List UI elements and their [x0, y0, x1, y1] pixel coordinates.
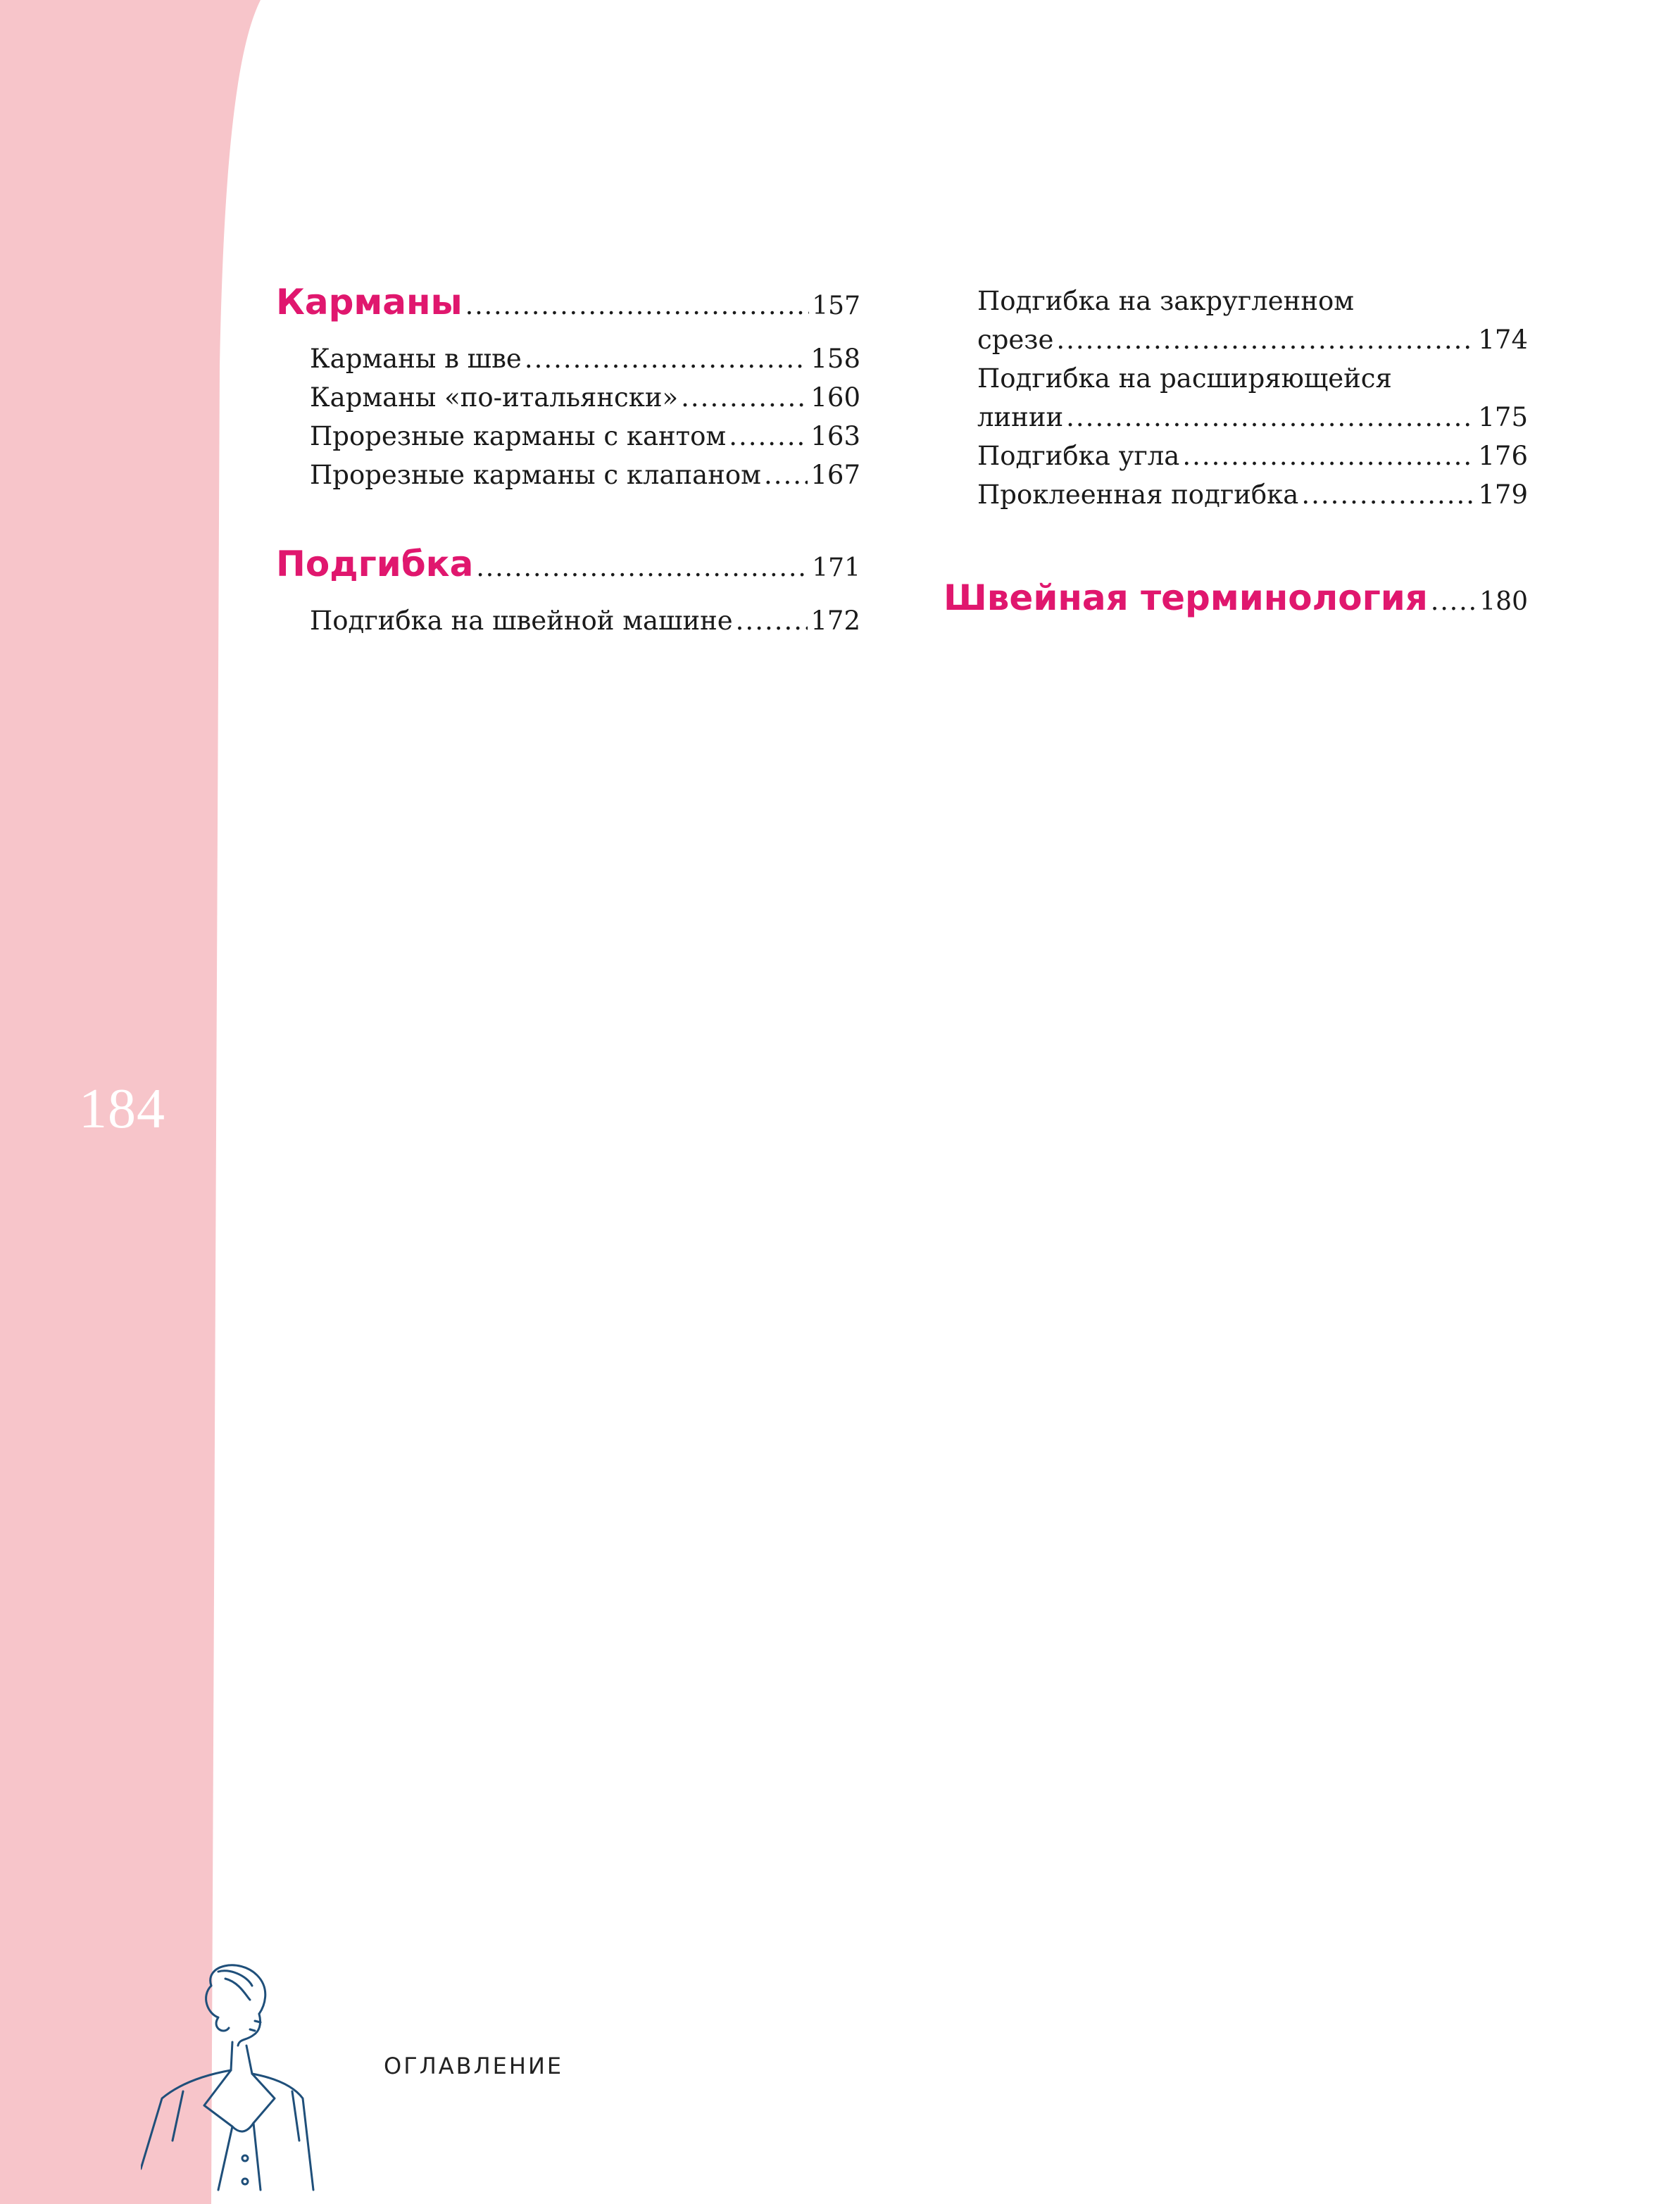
toc-item-title: Прорезные карманы с кантом [310, 421, 727, 451]
toc-column-left [276, 282, 860, 689]
leader-dots [476, 553, 809, 582]
toc-item[interactable] [276, 417, 860, 456]
leader-dots [1056, 320, 1475, 359]
toc-item[interactable] [944, 475, 1528, 514]
toc-heading-title: Подгибка [276, 544, 474, 584]
leader-dots [736, 601, 808, 640]
toc-page-number: 160 [810, 382, 860, 413]
leader-dots [525, 339, 808, 378]
toc-heading-title: Карманы [276, 282, 463, 323]
toc-item[interactable] [276, 339, 860, 378]
toc-page-number: 180 [1479, 587, 1528, 616]
toc-page-number: 163 [810, 421, 860, 451]
toc-heading-title: Швейная терминология [944, 577, 1428, 618]
toc-item[interactable] [276, 378, 860, 417]
toc-item-title: Прорезные карманы с клапаном [310, 460, 761, 490]
toc-page-number: 171 [812, 553, 860, 582]
toc-page-number: 172 [810, 606, 860, 636]
page-number: 184 [79, 1078, 165, 1140]
toc-item-title: Карманы «по-итальянски» [310, 382, 679, 413]
toc-page-number: 179 [1478, 480, 1528, 510]
leader-dots [465, 292, 810, 320]
toc-item[interactable] [944, 437, 1528, 475]
leader-dots [1066, 398, 1475, 437]
toc-page-number: 175 [1478, 402, 1528, 432]
toc-item-title-line1: Подгибка на расширяющейся [977, 363, 1392, 394]
toc-column-right [944, 282, 1528, 635]
toc-item-title: Подгибка угла [977, 441, 1180, 471]
toc-heading-hem[interactable] [276, 544, 860, 584]
toc-page-number: 176 [1478, 441, 1528, 471]
toc-page-number: 158 [810, 344, 860, 374]
toc-item[interactable] [276, 601, 860, 640]
leader-dots [1301, 475, 1475, 514]
toc-item-title-line1: Подгибка на закругленном [977, 286, 1355, 316]
toc-page-number: 174 [1478, 325, 1528, 355]
toc-group [944, 282, 1528, 514]
leader-dots [1431, 587, 1477, 616]
toc-page-number: 157 [812, 292, 860, 320]
toc-group [276, 544, 860, 640]
toc-item[interactable] [944, 398, 1528, 437]
toc-item-title: Подгибка на швейной машине [310, 606, 733, 636]
leader-dots [681, 378, 808, 417]
toc-item-title: Проклеенная подгибка [977, 480, 1299, 510]
leader-dots [764, 456, 808, 494]
toc-item[interactable] [944, 320, 1528, 359]
toc-heading-terminology[interactable] [944, 577, 1528, 618]
toc-page-number: 167 [810, 460, 860, 490]
toc-group [276, 282, 860, 494]
toc-item[interactable] [276, 456, 860, 494]
leader-dots [729, 417, 808, 456]
toc-item-title: Карманы в шве [310, 344, 522, 374]
toc-item-title: срезе [977, 325, 1054, 355]
toc-heading-pockets[interactable] [276, 282, 860, 323]
footer-section-label: ОГЛАВЛЕНИЕ [384, 2053, 564, 2079]
toc-item-title: линии [977, 402, 1064, 432]
woman-in-jacket-illustration [141, 1958, 345, 2204]
leader-dots [1182, 437, 1475, 475]
